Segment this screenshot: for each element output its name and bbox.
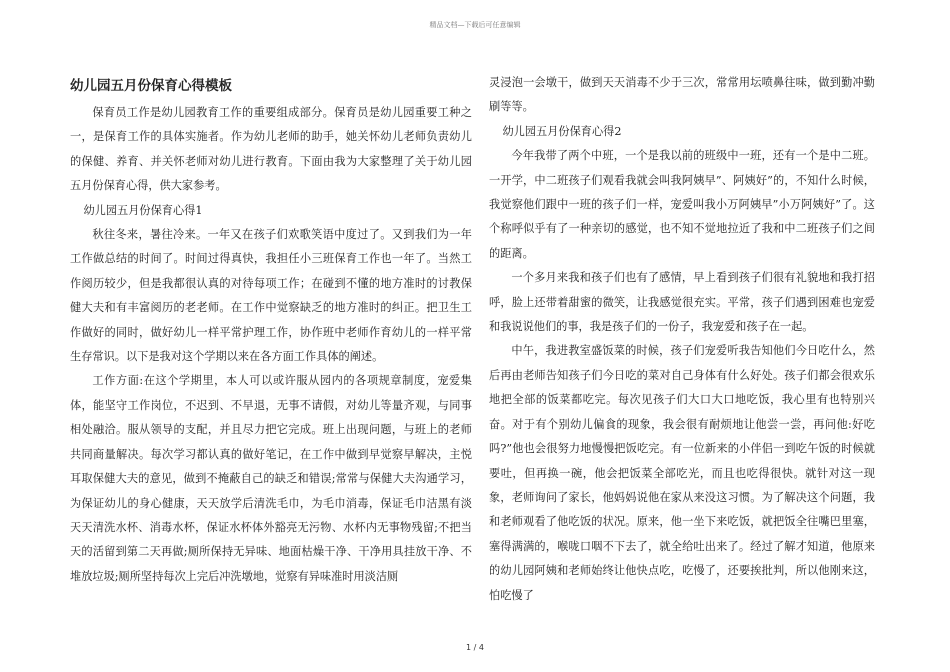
document-title: 幼儿园五月份保育心得模板 <box>70 78 232 94</box>
paragraph: 一个多月来我和孩子们也有了感情，早上看到孩子们很有礼貌地和我打招呼，脸上还带着甜蜜的微笑，让我感觉很充实。平常，孩子们遇到困难也宠爱和我说说他们的事，我是孩子们的一份子，我宠爱和孩子在一起。 <box>489 271 875 334</box>
paragraph: 工作方面:在这个学期里，本人可以或许服从园内的各项规章制度，宠爱集体，能坚守工作岗位，不迟到、不早退，无事不请假，对幼儿等量齐观，与同事相处融洽。服从领导的支配，并且尽力把它完成。班上出现问题，与班上的老师共同商量解决。每次学习都认真的做好笔记，在工作中做到早觉察早解决，主悦耳取保健大夫的意见，做到不掩蔽自己的缺乏和错误;常常与保健大夫沟通学习，为保证幼儿的身心健康，天天放学后清洗毛巾，为毛巾消毒，保证毛巾洁黑有淡天天清洗水杯、消毒水杯，保证水杯体外豁亮无污物、水杯内无事物残留;不把当天的活留到第二天再做;厕所保持无异味、地面枯燥干净、干净用具挂放干净、不堆放垃圾;厕所坚持每次上完后冲洗墩地，觉察有异味准时用淡洁厕 <box>70 374 472 583</box>
document-header-note: 精品文档—下载后可任意编辑 <box>429 21 521 29</box>
section-heading: 幼儿园五月份保育心得1 <box>83 203 203 217</box>
paragraph: 今年我带了两个中班，一个是我以前的班级中一班，还有一个是中二班。一开学，中二班孩子们观看我就会叫我阿姨早”、阿姨好”的，不知什么时候，我觉察他们跟中一班的孩子们一样，宠爱叫我小万阿姨早”小万阿姨好”了。这个称呼似乎有了一种亲切的感觉，也不知不觉地拉近了我和中二班孩子们之间的距离。 <box>489 149 875 260</box>
paragraph: 中午，我进教室盛饭菜的时候，孩子们宠爱听我告知他们今日吃什么，然后再由老师告知孩子们今日吃的菜对自己身体有什么好处。孩子们都会很欢乐地把全部的饭菜都吃完。每次见孩子们大口大口地吃饭，我心里有也特别兴奋。对于有个别幼儿偏食的现象，我会很有耐烦地让他尝一尝，再问他:好吃吗?”他也会很努力地慢慢把饭吃完。有一位新来的小伴侣一到吃午饭的时候就要吐，但再换一碗，他会把饭菜全部吃光，而且也吃得很快。就针对这一现象，老师询问了家长，他妈妈说他在家从来没这习惯。为了解决这个问题，我和老师观看了他吃饭的状况。原来，他一坐下来吃饭，就把饭全往嘴巴里塞，塞得满满的，喉咙口咽不下去了，就全给吐出来了。经过了解才知道，他原来的幼儿园阿姨和老师始终让他快点吃，吃慢了，还要挨批判，所以他刚来这，怕吃慢了 <box>489 344 875 602</box>
paragraph: 保育员工作是幼儿园教育工作的重要组成部分。保育员是幼儿园重要工种之一，是保育工作的具体实施者。作为幼儿老师的助手，她关怀幼儿老师负责幼儿的保健、养育、并关怀老师对幼儿进行教育。下面由我为大家整理了关于幼儿园五月份保育心得，供大家参考。 <box>70 106 472 193</box>
paragraph-continuation: 灵浸泡一会墩干，做到天天消毒不少于三次，常常用坛喷鼻往味，做到勤冲勤刷等等。 <box>489 76 875 114</box>
section-heading: 幼儿园五月份保育心得2 <box>502 124 622 138</box>
page-number: 1 / 4 <box>466 643 484 652</box>
left-column <box>70 77 472 589</box>
paragraph: 秋往冬来，暑往冷来。一年又在孩子们欢歌笑语中度过了。又到我们为一年工作做总结的时间了。时间过得真快，我担任小三班保育工作也一年了。当然工作阅历较少，但是我都很认真的对待每项工作；在碰到不懂的地方准时的讨教保健大夫和有丰富阅历的老老师。在工作中觉察缺乏的地方准时的纠正。把卫生工作做好的同时，做好幼儿一样平常护理工作，协作班中老师作育幼儿的一样平常生存常识。以下是我对这个学期以来在各方面工作具体的阐述。 <box>70 228 472 364</box>
right-column <box>489 71 875 608</box>
